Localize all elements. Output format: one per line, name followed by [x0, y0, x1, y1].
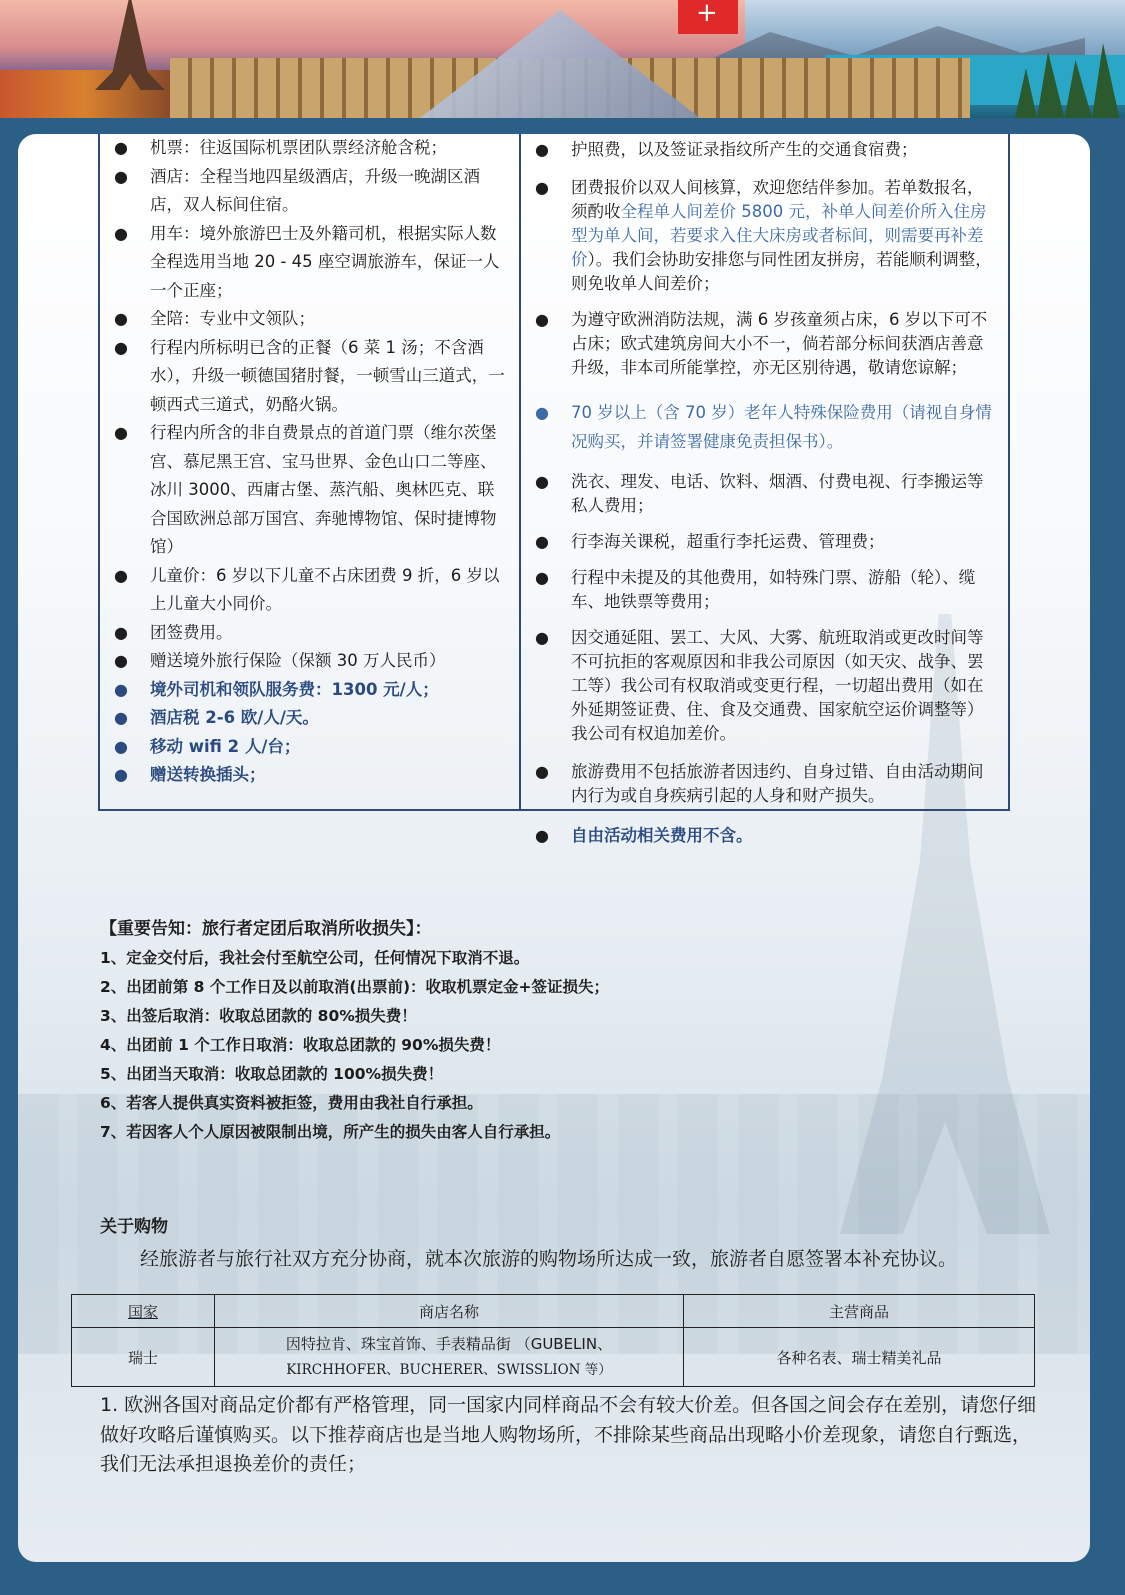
excluded-item-text: 全程单人间差价 5800 元，补单人间差价所入住房型为单人间，若要求入住大床房或者标间，则需要再补差价 — [571, 202, 987, 269]
excluded-column — [521, 134, 1006, 845]
included-item — [100, 134, 519, 163]
included-item-text: 机票：往返国际机票团队票经济舱含税； — [150, 138, 447, 157]
included-item-text: 赠送转换插头； — [150, 765, 266, 784]
swiss-flag-icon: + — [678, 0, 738, 34]
cell-shop-name — [215, 1328, 684, 1387]
bullet-icon: ● — [114, 166, 128, 186]
notice-lines — [100, 944, 1000, 1147]
bullet-icon: ● — [535, 140, 549, 159]
included-item — [100, 619, 519, 648]
bullet-icon: ● — [114, 651, 128, 670]
included-item — [100, 676, 519, 705]
cell-main-goods: 各种名表、瑞士精美礼品 — [684, 1328, 1035, 1387]
shopping-table — [71, 1294, 1035, 1387]
included-item — [100, 163, 519, 220]
bullet-icon: ● — [114, 708, 128, 727]
header-shop-name: 商店名称 — [215, 1295, 684, 1328]
included-item — [100, 220, 519, 306]
bullet-icon: ● — [114, 765, 128, 784]
included-item-text: 赠送境外旅行保险（保额 30 万人民币） — [150, 651, 446, 670]
excluded-item — [521, 566, 1006, 614]
bullet-icon: ● — [535, 762, 549, 781]
excluded-item — [521, 530, 1006, 554]
bullet-icon: ● — [114, 337, 128, 357]
included-item-text: 用车：境外旅游巴士及外籍司机，根据实际人数全程选用当地 20 - 45 座空调旅游车，保证一人一个正座； — [150, 223, 500, 300]
cancellation-notice — [100, 914, 1000, 1147]
included-item — [100, 334, 519, 420]
included-item — [100, 733, 519, 762]
shopping-intro: 经旅游者与旅行社双方充分协商，就本次旅游的购物场所达成一致，旅游者自愿签署本补充协议。 — [140, 1248, 958, 1270]
cell-country: 瑞士 — [72, 1328, 215, 1387]
notice-line: 1、定金交付后，我社会付至航空公司，任何情况下取消不退。 — [100, 949, 530, 967]
notice-line: 6、若客人提供真实资料被拒签，费用由我社自行承担。 — [100, 1094, 483, 1112]
included-item — [100, 704, 519, 733]
excluded-item — [521, 138, 1006, 162]
excluded-item-text: 洗衣、理发、电话、饮料、烟酒、付费电视、行李搬运等私人费用； — [571, 472, 984, 515]
notice-line: 7、若因客人个人原因被限制出境，所产生的损失由客人自行承担。 — [100, 1123, 561, 1141]
bullet-icon: ● — [114, 423, 128, 442]
included-item-text: 境外司机和领队服务费：1300 元/人； — [150, 679, 439, 699]
included-item — [100, 419, 519, 562]
included-item-text: 儿童价：6 岁以下儿童不占床团费 9 折，6 岁以上儿童大小同价。 — [150, 565, 500, 613]
included-item-text: 酒店税 2-6 欧/人/天。 — [150, 708, 319, 727]
excluded-item — [521, 824, 1006, 848]
included-item — [100, 305, 519, 334]
shop-name-line-2: KIRCHHOFER、BUCHERER、SWISSLION 等） — [286, 1362, 612, 1378]
excluded-item-text: 行程中未提及的其他费用，如特殊门票、游船（轮）、缆车、地铁票等费用； — [571, 568, 976, 611]
included-item — [100, 761, 519, 790]
excluded-item — [521, 470, 1006, 518]
excluded-item-text: 70 岁以上（含 70 岁）老年人特殊保险费用（请视自身情况购买，并请签署健康免责担保书）。 — [571, 403, 992, 451]
notice-line: 2、出团前第 8 个工作日及以前取消(出票前)：收取机票定金+签证损失； — [100, 978, 610, 996]
bullet-icon: ● — [535, 472, 549, 491]
shopping-note: 1. 欧洲各国对商品定价都有严格管理，同一国家内同样商品不会有较大价差。但各国之间会存在差别，请您仔细做好攻略后谨慎购买。以下推荐商店也是当地人购物场所，不排除某些商品出现略小价差现象，请您自行甄选，我们无法承担退换差价的责任； — [100, 1394, 1037, 1475]
notice-line: 3、出签后取消：收取总团款的 80%损失费！ — [100, 1007, 417, 1025]
notice-line: 4、出团前 1 个工作日取消：收取总团款的 90%损失费！ — [100, 1036, 501, 1054]
notice-heading: 【重要告知：旅行者定团后取消所收损失】： — [100, 919, 432, 939]
bullet-icon: ● — [535, 532, 549, 551]
excluded-item-text: 行李海关课税，超重行李托运费、管理费； — [571, 532, 885, 551]
bullet-icon: ● — [114, 679, 128, 699]
excluded-item-text: 团费报价以双人间核算，欢迎您结伴参加。若单数报名，须酌收 — [571, 178, 984, 221]
excluded-item-text: 护照费，以及签证录指纹所产生的交通食宿费； — [571, 140, 918, 159]
included-list — [100, 134, 519, 790]
included-item-text: 行程内所标明已含的正餐（6 菜 1 汤；不含酒水），升级一顿德国猪肘餐，一顿雪山三道式，一顿西式三道式，奶酪火锅。 — [150, 337, 505, 414]
notice-line: 5、出团当天取消：收取总团款的 100%损失费！ — [100, 1065, 444, 1083]
excluded-item-text: ）。我们会协助安排您与同性团友拼房，若能顺利调整，则免收单人间差价； — [571, 250, 992, 293]
bullet-icon: ● — [535, 628, 549, 647]
included-item-text: 团签费用。 — [150, 622, 233, 642]
header-country: 国家 — [72, 1295, 215, 1328]
excluded-item — [521, 308, 1006, 380]
header-banner — [0, 0, 1125, 118]
bullet-icon: ● — [114, 622, 128, 642]
header-main-goods: 主营商品 — [684, 1295, 1035, 1328]
bullet-icon: ● — [114, 138, 128, 157]
included-item — [100, 562, 519, 619]
bullet-icon: ● — [535, 178, 549, 197]
bullet-icon: ● — [535, 568, 549, 587]
content-card — [18, 134, 1090, 1562]
table-header-row — [72, 1295, 1035, 1328]
excluded-item — [521, 398, 1006, 456]
included-column — [100, 134, 521, 809]
excluded-item — [521, 176, 1006, 296]
included-item-text: 全陪：专业中文领队； — [150, 309, 315, 328]
fee-table — [98, 134, 1010, 845]
excluded-item — [521, 760, 1006, 808]
excluded-item — [521, 626, 1006, 746]
bullet-icon: ● — [535, 826, 549, 845]
bullet-icon: ● — [535, 403, 549, 422]
bullet-icon: ● — [114, 736, 128, 756]
bullet-icon: ● — [114, 309, 128, 328]
shopping-title: 关于购物 — [100, 1217, 168, 1237]
bullet-icon: ● — [535, 310, 549, 329]
bullet-icon: ● — [114, 223, 128, 243]
table-row — [72, 1328, 1035, 1387]
included-item-text: 行程内所含的非自费景点的首道门票（维尔茨堡宫、慕尼黑王宫、宝马世界、金色山口二等座、冰川 3000、西庸古堡、蒸汽船、奥林匹克、联合国欧洲总部万国宫、奔驰博物馆、保时捷博物馆） — [150, 423, 497, 556]
excluded-item-text: 因交通延阻、罢工、大风、大雾、航班取消或更改时间等不可抗拒的客观原因和非我公司原因（如天灾、战争、罢工等）我公司有权取消或变更行程，一切超出费用（如在外延期签证费、住、食及交通费、国家航空运价调整等）我公司有权追加差价。 — [571, 628, 984, 743]
shop-name-line-1: 因特拉肯、珠宝首饰、手表精品街 （GUBELIN、 — [285, 1335, 613, 1353]
excluded-item-text: 自由活动相关费用不含。 — [571, 826, 753, 845]
bullet-icon: ● — [114, 565, 128, 585]
excluded-item-text: 为遵守欧洲消防法规，满 6 岁孩童须占床，6 岁以下可不占床；欧式建筑房间大小不一，倘若部分标间获酒店善意升级，非本司所能掌控，亦无区别待遇，敬请您谅解； — [571, 310, 988, 377]
excluded-list — [521, 138, 1006, 848]
included-item-text: 移动 wifi 2 人/台； — [150, 736, 301, 756]
included-item-text: 酒店：全程当地四星级酒店，升级一晚湖区酒店，双人标间住宿。 — [150, 166, 480, 214]
excluded-item-text: 旅游费用不包括旅游者因违约、自身过错、自由活动期间内行为或自身疾病引起的人身和财产损失。 — [571, 762, 984, 805]
included-item — [100, 647, 519, 676]
